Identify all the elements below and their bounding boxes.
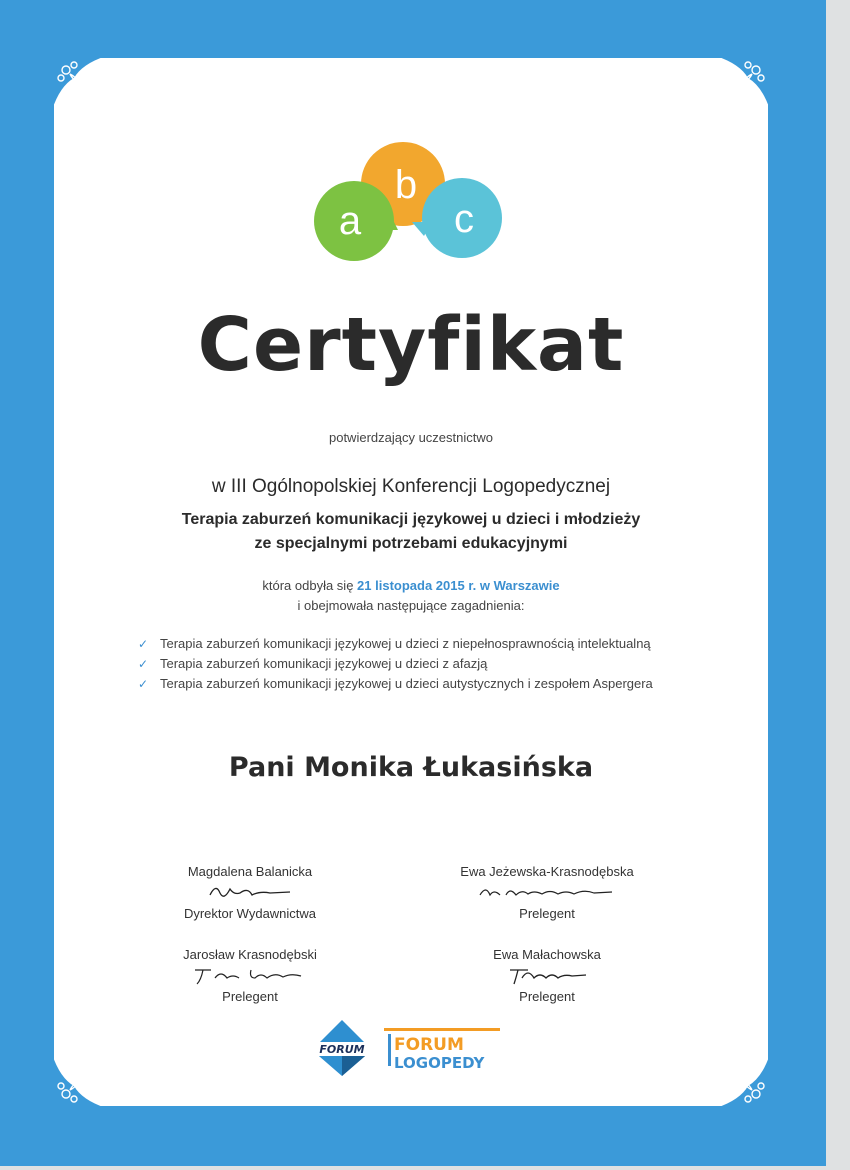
check-icon: ✓ — [138, 657, 149, 671]
forum-logo-text: FORUM — [319, 1043, 365, 1056]
certificate-title: Certyfikat — [197, 302, 625, 388]
signatory-name: Magdalena Balanicka — [187, 864, 313, 879]
signatory-name: Ewa Jeżewska-Krasnodębska — [460, 864, 634, 879]
list-item — [138, 654, 653, 674]
corner-ornament-icon — [716, 1054, 770, 1108]
logo-letter-b: b — [394, 163, 418, 207]
conference-subtitle-line-1: Terapia zaburzeń komunikacji językowej u dzieci i młodzieży — [181, 511, 641, 528]
event-details — [54, 576, 768, 616]
conference-subtitle — [54, 508, 768, 556]
signatory-name: Jarosław Krasnodębski — [183, 947, 317, 962]
logo-letter-c: c — [454, 197, 474, 241]
event-topics-intro: i obejmowała następujące zagadnienia: — [297, 598, 525, 613]
signatory-role: Prelegent — [222, 989, 278, 1004]
conference-subtitle-line-2: ze specjalnymi potrzebami edukacyjnymi — [254, 535, 568, 552]
abc-logo — [308, 106, 518, 266]
signatory-role: Prelegent — [519, 906, 575, 921]
signatory-role: Prelegent — [519, 989, 575, 1004]
conference-name: w III Ogólnopolskiej Konferencji Logopedycznej — [211, 476, 611, 497]
event-date-place: 21 listopada 2015 r. w Warszawie — [357, 578, 560, 593]
forum-logopedy-line2: LOGOPEDY — [394, 1054, 485, 1072]
recipient-name: Pani Monika Łukasińska — [228, 752, 594, 783]
check-icon: ✓ — [138, 637, 149, 651]
event-held-prefix: która odbyła się — [262, 578, 358, 593]
signatory-role: Dyrektor Wydawnictwa — [183, 906, 317, 921]
confirmation-text: potwierdzający uczestnictwo — [328, 430, 494, 445]
signature-image — [437, 964, 657, 988]
signature-image — [437, 881, 657, 905]
topics-list — [138, 634, 653, 694]
signature-image — [140, 881, 360, 905]
event-date-line — [54, 576, 768, 596]
signatory-block — [140, 946, 360, 1006]
signature-image — [140, 964, 360, 988]
logo-letter-a: a — [338, 199, 362, 243]
signatory-block — [437, 946, 657, 1006]
list-item — [138, 634, 653, 654]
forum-logopedy-line1: FORUM — [394, 1035, 464, 1055]
signatory-block — [437, 863, 657, 923]
topic-text: Terapia zaburzeń komunikacji językowej u dzieci autystycznych i zespołem Aspergera — [160, 676, 653, 691]
corner-ornament-icon — [52, 56, 106, 110]
corner-ornament-icon — [52, 1054, 106, 1108]
topic-text: Terapia zaburzeń komunikacji językowej u dzieci z niepełnosprawnością intelektualną — [160, 636, 651, 651]
topic-text: Terapia zaburzeń komunikacji językowej u dzieci z afazją — [160, 656, 488, 671]
corner-ornament-icon — [716, 56, 770, 110]
forum-logopedy-logo — [384, 1028, 500, 1072]
forum-publisher-logo — [312, 1020, 372, 1076]
check-icon: ✓ — [138, 677, 149, 691]
signatory-name: Ewa Małachowska — [493, 947, 601, 962]
certificate-paper — [54, 58, 768, 1106]
list-item — [138, 674, 653, 694]
signatory-block — [140, 863, 360, 923]
